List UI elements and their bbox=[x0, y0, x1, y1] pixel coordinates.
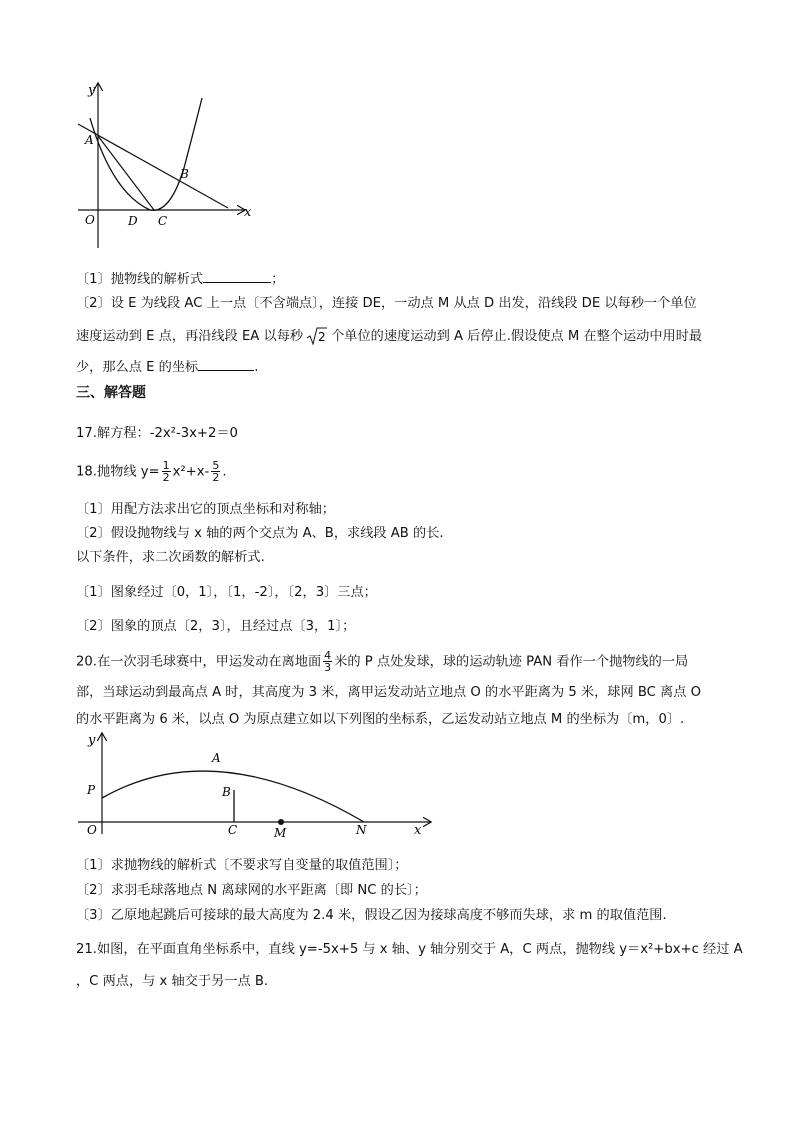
q16-part2-line3: 少，那么点 E 的坐标 . bbox=[76, 360, 259, 375]
q16-part2-line2: 速度运动到 E 点，再沿线段 EA 以每秒 2 个单位的速度运动到 A 后停止.假设使点 M 在整个运动中用时最 bbox=[76, 326, 702, 346]
line-ac bbox=[98, 136, 154, 210]
line-ab bbox=[78, 124, 228, 208]
label-m: M bbox=[274, 826, 287, 840]
q20-part2: 〔2〕求羽毛球落地点 N 离球网的水平距离〔即 NC 的长〕； bbox=[76, 883, 427, 898]
q19-part1: 〔1〕图象经过〔0，1〕，〔1，-2〕，〔2，3〕三点； bbox=[76, 585, 377, 600]
svg-text:2: 2 bbox=[318, 330, 326, 344]
q18-part2: 〔2〕假设抛物线与 x 轴的两个交点为 A、B，求线段 AB 的长. bbox=[76, 526, 444, 541]
q20-line2: 部，当球运动到最高点 A 时，其高度为 3 米，离甲运发动站立地点 O 的水平距离为 5 米，球网 BC 离点 O bbox=[76, 685, 702, 700]
q21-line1: 21.如图，在平面直角坐标系中，直线 y=-5x+5 与 x 轴、y 轴分别交于 A，C 两点，抛物线 y＝x²+bx+c 经过 A bbox=[76, 942, 743, 957]
label-x: x bbox=[244, 205, 252, 220]
q18-part1: 〔1〕用配方法求出它的顶点坐标和对称轴； bbox=[76, 502, 335, 517]
q17: 17.解方程：-2x²-3x+2＝0 bbox=[76, 426, 238, 441]
label-y: y bbox=[88, 83, 96, 98]
label-c: C bbox=[158, 214, 168, 228]
answer-blank[interactable] bbox=[198, 358, 254, 371]
label-b: B bbox=[222, 785, 231, 799]
fraction-five-halves: $\frac{5}{2}$ bbox=[212, 459, 220, 484]
label-y: y bbox=[88, 733, 96, 748]
label-p: P bbox=[87, 783, 96, 797]
fraction-one-half: $\frac{1}{2}$ bbox=[162, 459, 170, 484]
label-a: A bbox=[212, 751, 221, 765]
q20-part1: 〔1〕求抛物线的解析式〔不要求写自变量的取值范围〕； bbox=[76, 858, 408, 873]
label-x: x bbox=[414, 823, 422, 838]
label-a: A bbox=[85, 133, 94, 147]
figure-badminton-trajectory bbox=[74, 730, 444, 842]
answer-blank[interactable] bbox=[203, 270, 271, 283]
q16-part1: 〔1〕抛物线的解析式 ； bbox=[76, 272, 285, 287]
label-c: C bbox=[228, 823, 238, 837]
fraction-four-thirds: $\frac{4}{3}$ bbox=[324, 649, 332, 674]
q16-part2-line1: 〔2〕设 E 为线段 AC 上一点〔不含端点〕，连接 DE，一动点 M 从点 D 出发，沿线段 DE 以每秒一个单位 bbox=[76, 296, 697, 311]
label-o: O bbox=[87, 823, 97, 837]
parabola-curve bbox=[90, 98, 202, 210]
q18-stem: 18.抛物线 y= $\frac{1}{2}$ x²+x- $\frac{5}{2}$ . bbox=[76, 459, 227, 484]
label-d: D bbox=[128, 214, 138, 228]
sqrt-symbol bbox=[306, 326, 328, 346]
section-title: 三、解答题 bbox=[76, 385, 146, 401]
q20-line1: 20.在一次羽毛球赛中，甲运发动在离地面 $\frac{4}{3}$ 米的 P 点处发球，球的运动轨迹 PAN 看作一个抛物线的一局 bbox=[76, 649, 689, 674]
label-n: N bbox=[356, 823, 367, 837]
q20-line3: 的水平距离为 6 米，以点 O 为原点建立如以下列图的坐标系，乙运发动站立地点 M 的坐标为〔m，0〕. bbox=[76, 712, 685, 727]
q19-intro: 以下条件，求二次函数的解析式. bbox=[76, 550, 265, 565]
figure-parabola-abc bbox=[72, 78, 257, 253]
point-m bbox=[278, 819, 284, 825]
trajectory-curve bbox=[102, 771, 364, 822]
q21-line2: ，C 两点，与 x 轴交于另一点 B. bbox=[76, 974, 269, 989]
label-b: B bbox=[180, 167, 189, 181]
q19-part2: 〔2〕图象的顶点〔2，3〕，且经过点〔3，1〕； bbox=[76, 619, 356, 634]
q20-part3: 〔3〕乙原地起跳后可接球的最大高度为 2.4 米，假设乙因为接球高度不够而失球，求 m 的取值范围. bbox=[76, 908, 667, 923]
label-o: O bbox=[85, 213, 95, 227]
